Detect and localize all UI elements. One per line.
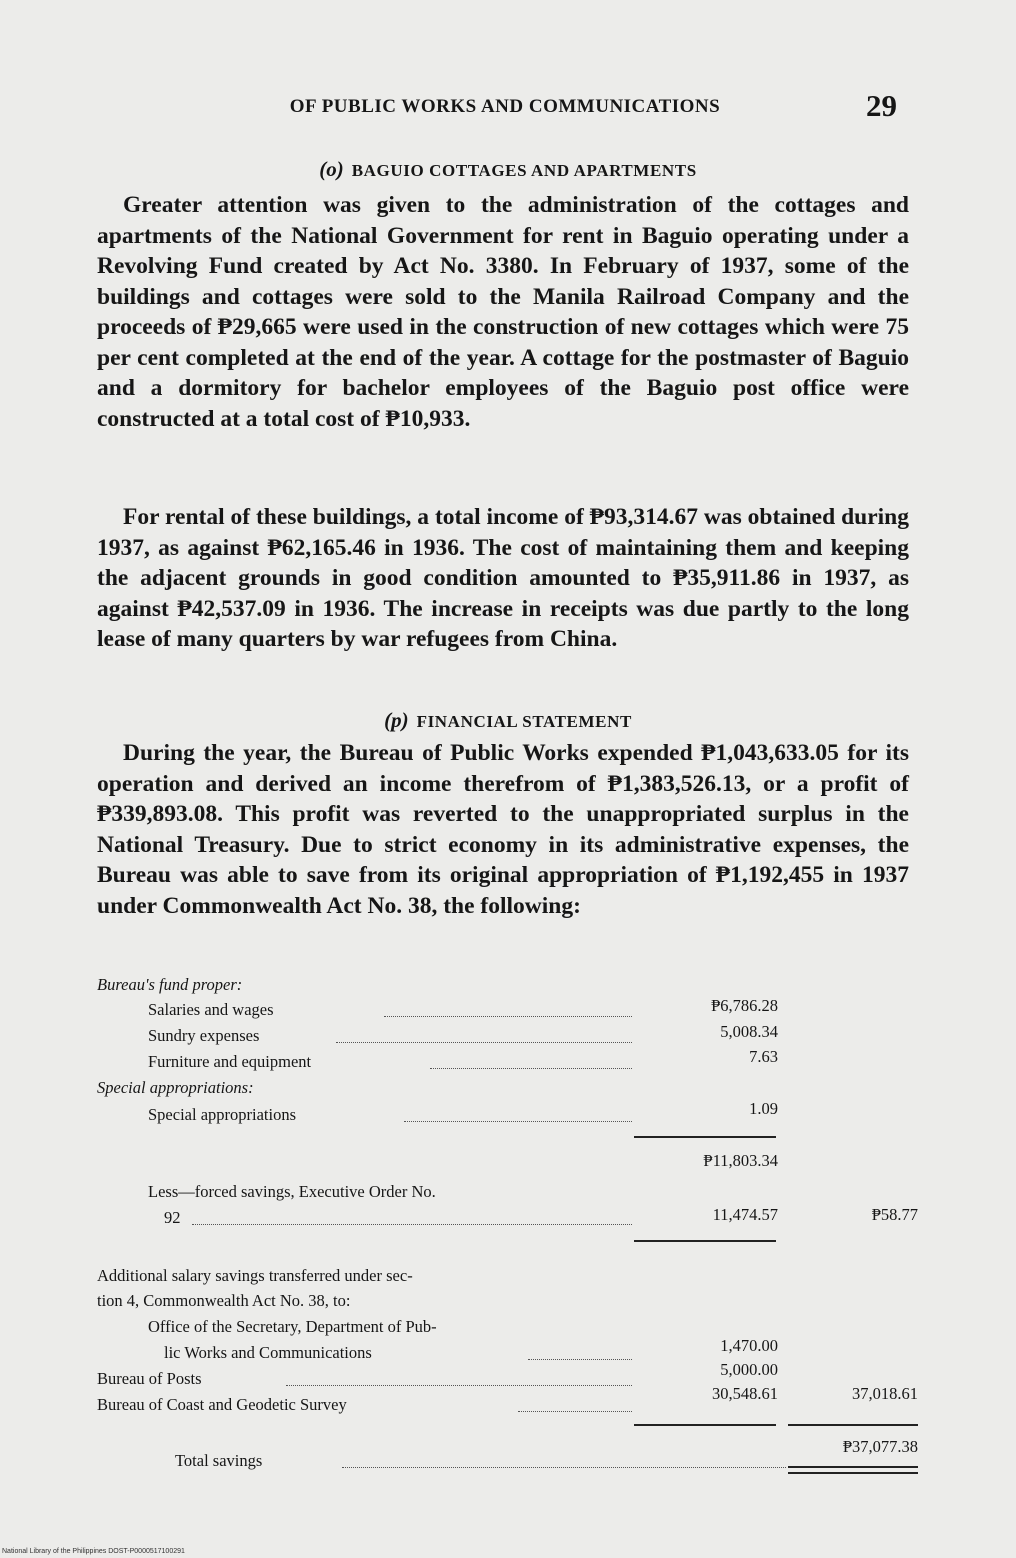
leader-dots [430, 1068, 632, 1069]
leader-dots [342, 1467, 786, 1468]
forced-savings-label: Less—forced savings, Executive Order No. [148, 1182, 436, 1201]
special-label: Special appropriations [148, 1105, 297, 1124]
forced-savings-label-continued: 92 [164, 1208, 181, 1227]
additional-total-value: 37,018.61 [852, 1384, 918, 1403]
section-letter-o: (o) [319, 157, 344, 181]
office-secretary-label: Office of the Secretary, Department of Pub- [148, 1317, 437, 1336]
leader-dots [336, 1042, 632, 1043]
leader-dots [404, 1121, 632, 1122]
paragraph-baguio-1: Greater attention was given to the administration of the cottages and apartments of the National Government for rent in Baguio operating under a Revolving Fund created by Act No. 3380. In February of 1937, some of the buildings and cottages were sold to the Manila Railroad Company and the proceeds of ₱29,665 were used in the construction of new cottages which were 75 per cent completed at the end of the year. A cottage for the postmaster of Baguio and a dormitory for bachelor employees of the Baguio post office were constructed at a total cost of ₱10,933. [97, 192, 909, 432]
coast-survey-value: 30,548.61 [712, 1384, 778, 1403]
section-letter-p: (p) [384, 708, 409, 732]
paragraph-financial-1: During the year, the Bureau of Public Works expended ₱1,043,633.05 for its operation and derived an income therefrom of ₱1,383,526.13, or a profit of ₱339,893.08. This profit was reverted to the unappropriated surplus in the National Treasury. Due to strict economy in its administrative expenses, the Bureau was able to save from its original appropriation of ₱1,192,455 in 1937 under Commonwealth Act No. 38, the following: [97, 740, 909, 919]
paragraph-baguio-2: For rental of these buildings, a total income of ₱93,314.67 was obtained during 1937, as against ₱62,165.46 in 1936. The cost of maintaining them and keeping the adjacent grounds in good condition amounted to ₱35,911.86 in 1937, as against ₱42,537.09 in 1936. The increase in receipts was due partly to the long lease of many quarters by war refugees from China. [97, 504, 909, 652]
forced-savings-net: ₱58.77 [871, 1205, 918, 1224]
section-title-o: BAGUIO COTTAGES AND APARTMENTS [351, 161, 697, 180]
office-secretary-label-continued: lic Works and Communications [164, 1343, 372, 1362]
fund-proper-heading: Bureau's fund proper: [97, 975, 243, 994]
salaries-value: ₱6,786.28 [711, 996, 778, 1015]
total-savings-value: ₱37,077.38 [842, 1437, 918, 1456]
special-value: 1.09 [749, 1099, 778, 1118]
office-secretary-value: 1,470.00 [720, 1336, 778, 1355]
page-number: 29 [866, 88, 897, 123]
sundry-value: 5,008.34 [720, 1022, 778, 1041]
special-heading: Special appropriations: [97, 1078, 254, 1097]
bureau-posts-value: 5,000.00 [720, 1360, 778, 1379]
salaries-label: Salaries and wages [148, 1000, 274, 1019]
running-head: OF PUBLIC WORKS AND COMMUNICATIONS [289, 96, 721, 117]
additional-savings-label: Additional salary savings transferred under sec- [97, 1266, 413, 1285]
total-savings-label: Total savings [175, 1451, 263, 1470]
leader-dots [192, 1224, 632, 1225]
bureau-posts-label: Bureau of Posts [97, 1369, 202, 1388]
subtotal-rule [634, 1136, 776, 1138]
leader-dots [528, 1359, 632, 1360]
leader-dots [286, 1385, 632, 1386]
furniture-label: Furniture and equipment [148, 1052, 312, 1071]
leader-dots [384, 1016, 632, 1017]
subtotal-value: ₱11,803.34 [703, 1151, 778, 1170]
leader-dots [518, 1411, 632, 1412]
total-double-rule [788, 1466, 918, 1474]
column-2-rule [788, 1424, 918, 1426]
digitization-footer: National Library of the Philippines DOST-P0000517100291 [2, 1548, 185, 1555]
column-1-rule [634, 1424, 776, 1426]
section-title-p: FINANCIAL STATEMENT [416, 712, 632, 731]
sundry-label: Sundry expenses [148, 1026, 260, 1045]
additional-savings-label-continued: tion 4, Commonwealth Act No. 38, to: [97, 1291, 351, 1310]
coast-survey-label: Bureau of Coast and Geodetic Survey [97, 1395, 347, 1414]
furniture-value: 7.63 [749, 1047, 778, 1066]
forced-savings-value: 11,474.57 [712, 1205, 778, 1224]
forced-rule [634, 1240, 776, 1242]
